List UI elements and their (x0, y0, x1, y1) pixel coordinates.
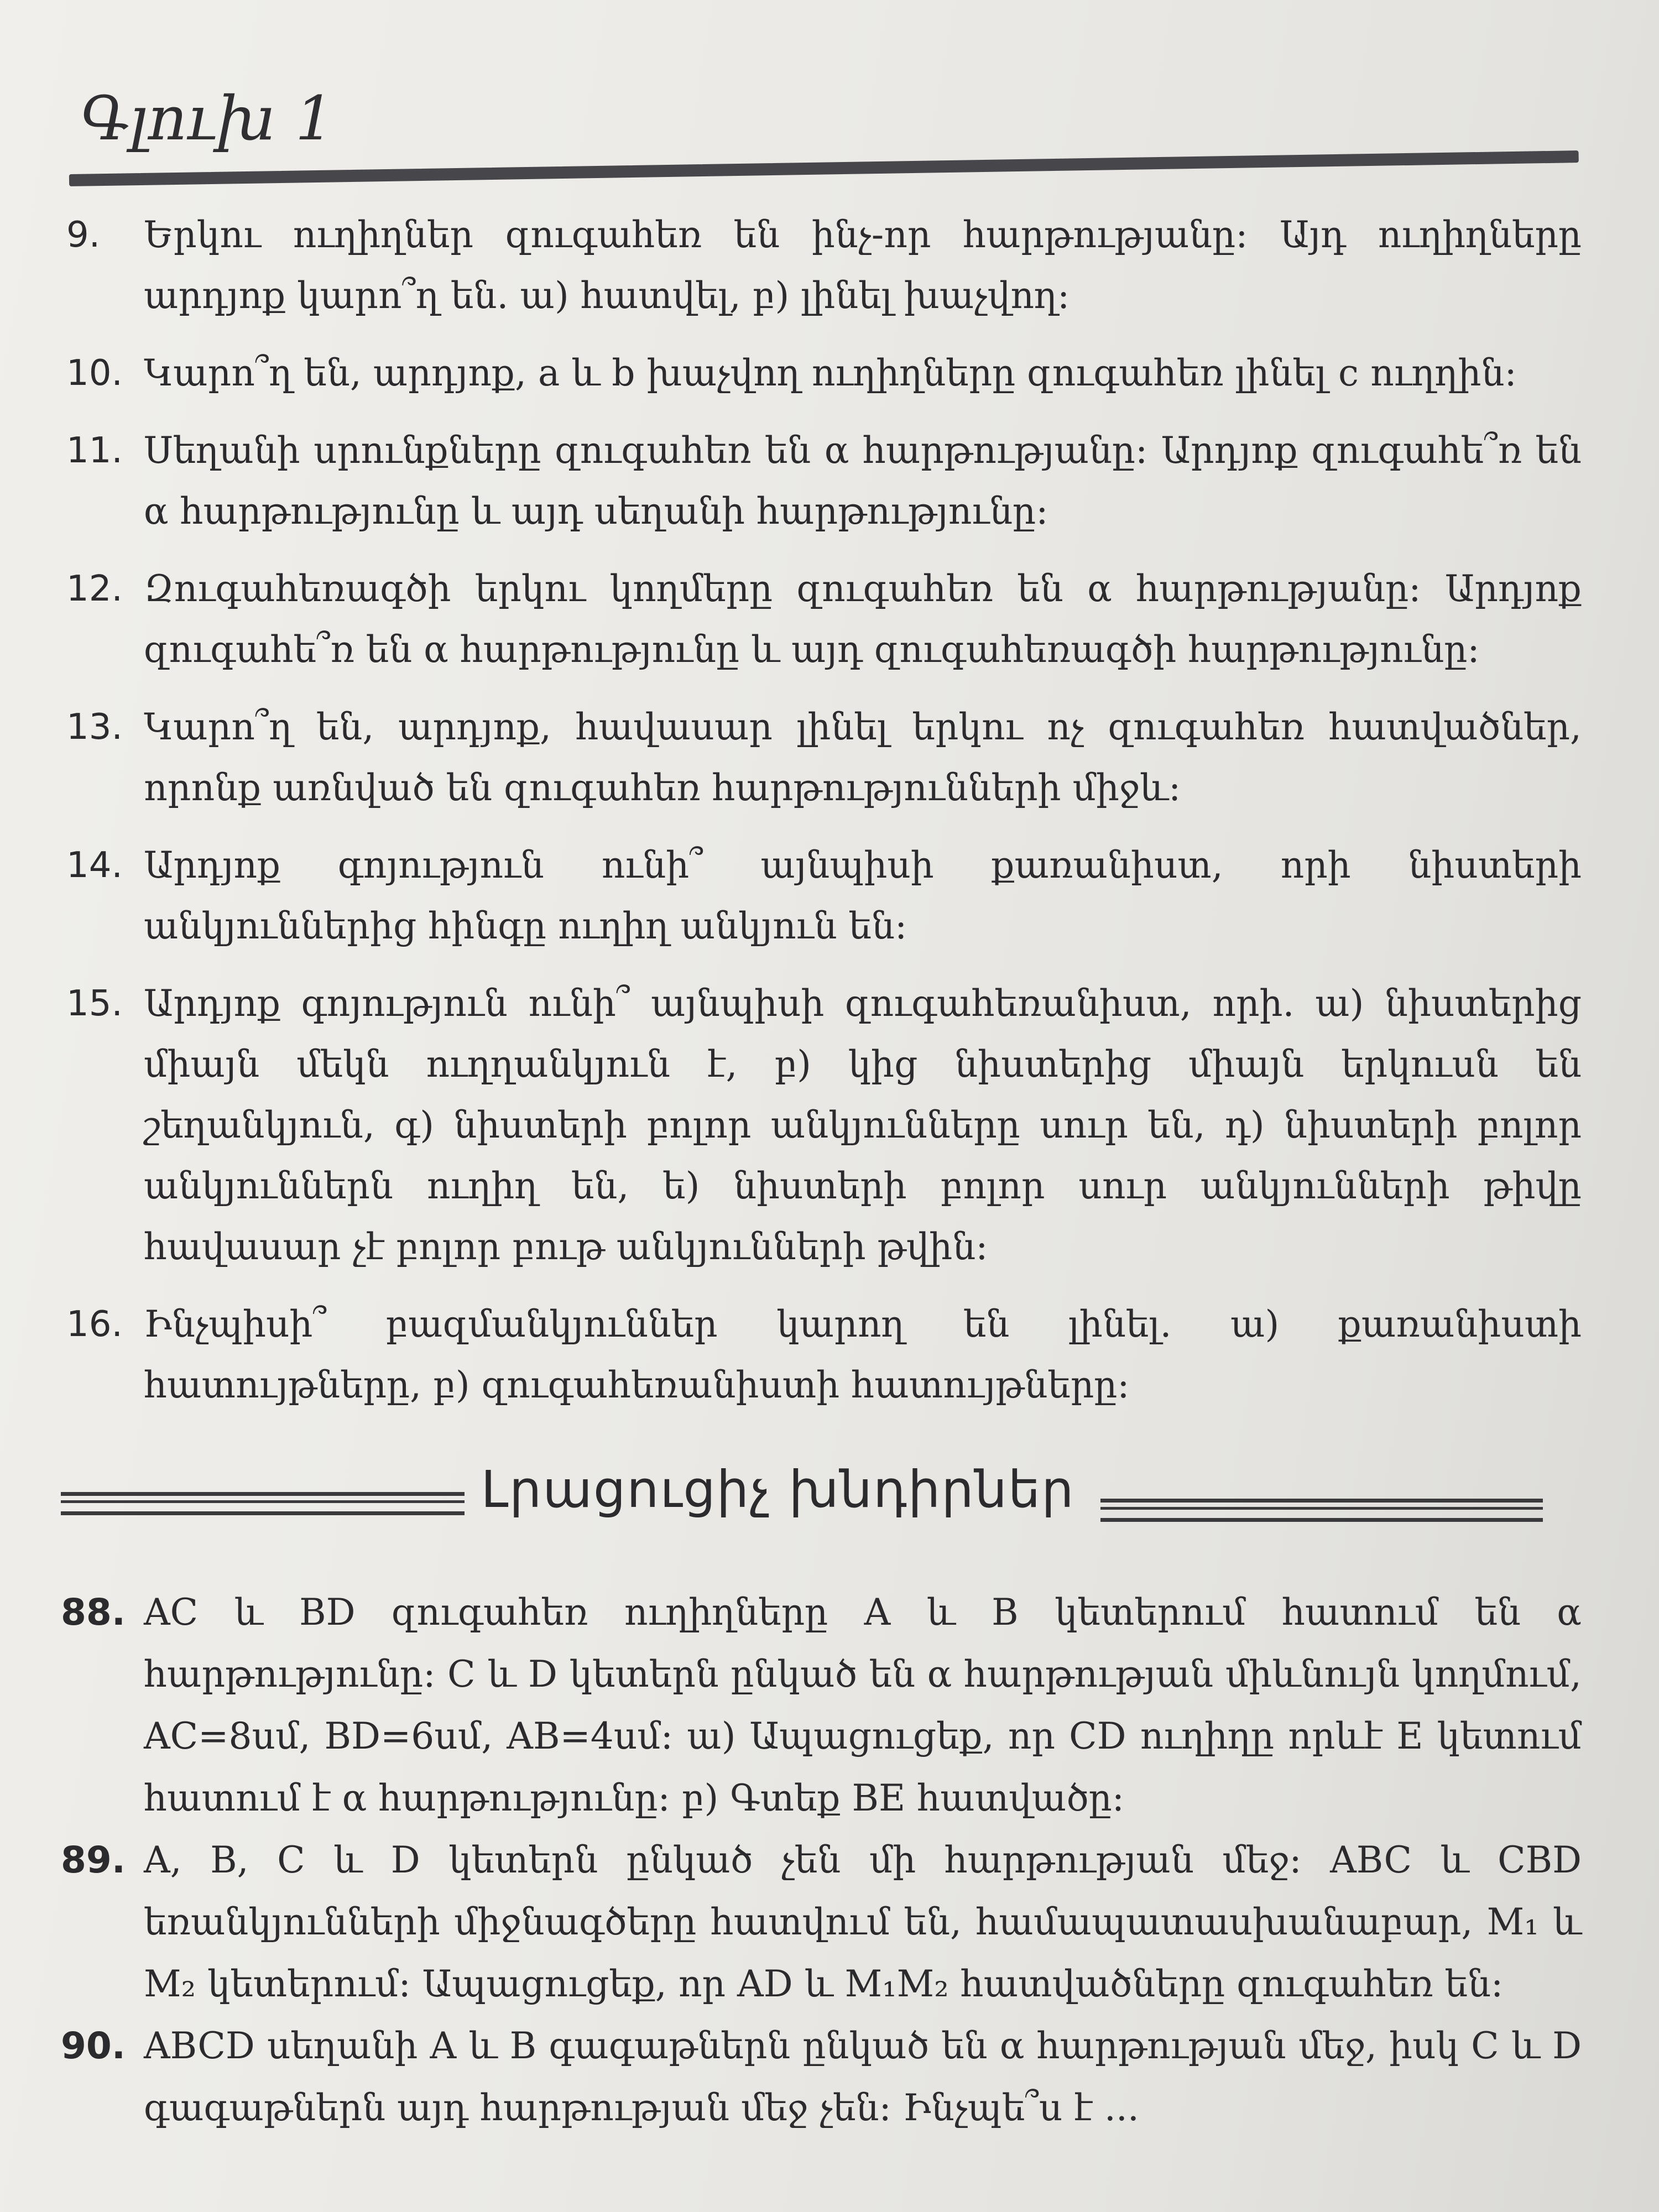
problem-number: 11. (66, 430, 123, 471)
problem-number: 89. (61, 1839, 126, 1881)
problem-number: 9. (66, 215, 101, 255)
section-rule-left (61, 1492, 465, 1515)
problem-14 (66, 835, 1582, 957)
problem-number: 14. (66, 845, 123, 886)
problem-89 (61, 1829, 1582, 2015)
problem-number: 88. (61, 1591, 126, 1634)
problem-text: ABCD սեղանի A և B գագաթներն ընկած են α հարթության մեջ, իսկ C և D գագաթներն այդ հարթության մեջ չեն: Ինչպե՞ս է ... (144, 2025, 1582, 2129)
problem-number: 10. (66, 353, 123, 394)
problem-text: A, B, C և D կետերն ընկած չեն մի հարթության մեջ: ABC և CBD եռանկյունների միջնագծերը հատվում են, համապատասխանաբար, M₁ և M₂ կետերում: Ապացուցեք, որ AD և M₁M₂ հատվածները զուգահեռ են: (144, 1839, 1582, 2005)
problem-text: Կարո՞ղ են, արդյոք, a և b խաչվող ուղիղները զուգահեռ լինել c ուղղին: (144, 352, 1517, 394)
problem-text: AC և BD զուգահեռ ուղիղները A և B կետերում հատում են α հարթությունը: C և D կետերն ընկած են α հարթության միևնույն կողմում, AC=8սմ, BD=6սմ, AB=4սմ: ա) Ապացուցեք, որ CD ուղիղը որևէ E կետում հատում է α հարթությունը: բ) Գտեք BE հատվածը: (144, 1591, 1582, 1819)
problem-9 (66, 205, 1582, 326)
problem-16 (66, 1294, 1582, 1416)
problem-list (66, 205, 1582, 1432)
problem-number: 12. (66, 568, 123, 609)
problem-13 (66, 697, 1582, 818)
problem-11 (66, 420, 1582, 542)
problem-12 (66, 559, 1582, 680)
header-divider (69, 150, 1579, 186)
problem-text: Ինչպիսի՞ բազմանկյուններ կարող են լինել. ա) քառանիստի հատույթները, բ) զուգահեռանիստի հատույթները: (144, 1303, 1582, 1406)
problem-number: 15. (66, 983, 123, 1024)
section-rule-right (1100, 1499, 1543, 1522)
problem-text: Սեղանի սրունքները զուգահեռ են α հարթությանը: Արդյոք զուգահե՞ռ են α հարթությունը և այդ սեղանի հարթությունը: (144, 429, 1582, 533)
section-header (61, 1460, 1582, 1537)
problem-15 (66, 973, 1582, 1277)
chapter-label: Գլուխ 1 (80, 83, 334, 154)
problem-number: 16. (66, 1304, 123, 1345)
problem-text: Արդյոք գոյություն ունի՞ այնպիսի զուգահեռանիստ, որի. ա) նիստերից միայն մեկն ուղղանկյուն է, բ) կից նիստերից միայն երկուսն են շեղանկյուն, գ) նիստերի բոլոր անկյունները սուր են, դ) նիստերի բոլոր անկյուններն ուղիղ են, ե) նիստերի բոլոր սուր անկյունների թիվը հավասար չէ բոլոր բութ անկյունների թվին: (144, 982, 1582, 1268)
chapter-header (69, 72, 1579, 188)
problem-number: 90. (61, 2025, 126, 2067)
section-title: Լրացուցիչ խնդիրներ (481, 1460, 1075, 1519)
problem-90 (61, 2015, 1582, 2139)
extra-problem-list (61, 1582, 1582, 2139)
problem-text: Արդյոք գոյություն ունի՞ այնպիսի քառանիստ, որի նիստերի անկյուններից հինգը ուղիղ անկյուն են: (144, 844, 1582, 947)
problem-number: 13. (66, 707, 123, 748)
problem-88 (61, 1582, 1582, 1829)
problem-text: Զուգահեռագծի երկու կողմերը զուգահեռ են α հարթությանը: Արդյոք զուգահե՞ռ են α հարթությունը և այդ զուգահեռագծի հարթությունը: (144, 567, 1582, 671)
problem-text: Երկու ուղիղներ զուգահեռ են ինչ-որ հարթությանը: Այդ ուղիղները արդյոք կարո՞ղ են. ա) հատվել, բ) լինել խաչվող: (144, 213, 1582, 317)
problem-10 (66, 343, 1582, 404)
problem-text: Կարո՞ղ են, արդյոք, հավասար լինել երկու ոչ զուգահեռ հատվածներ, որոնք առնված են զուգահեռ հարթությունների միջև: (144, 706, 1582, 809)
